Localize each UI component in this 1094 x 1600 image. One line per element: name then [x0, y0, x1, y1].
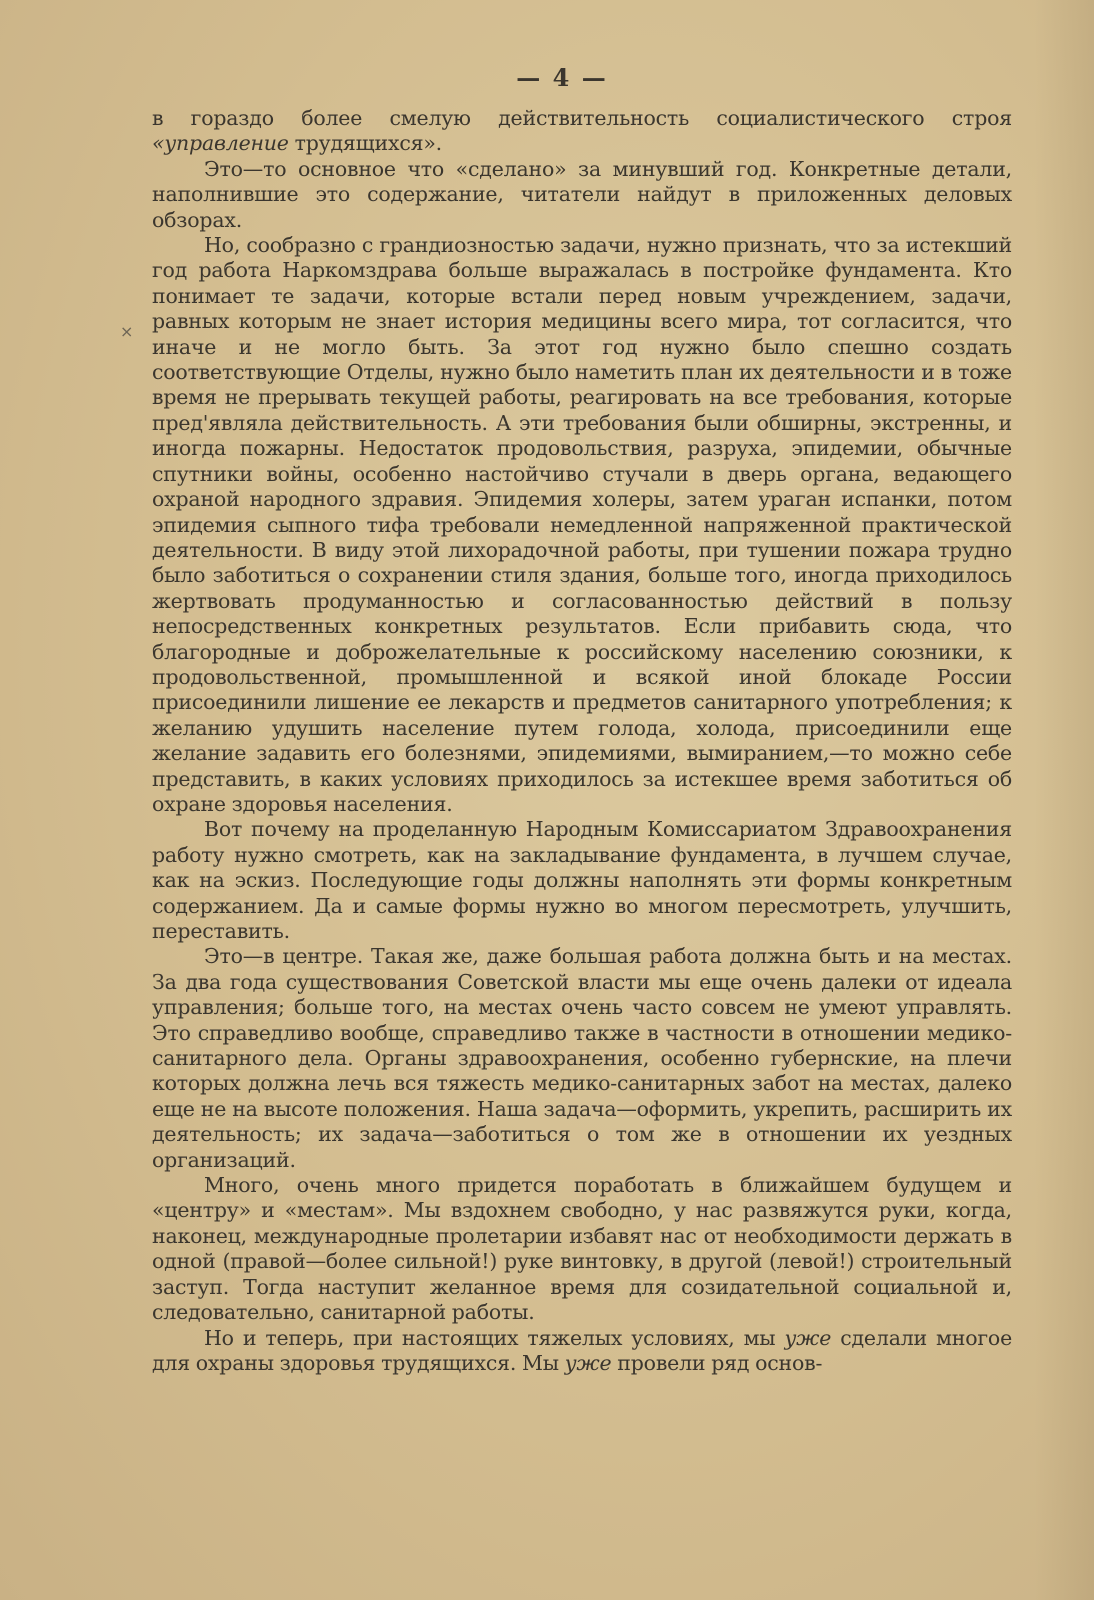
body-text: [152, 106, 1012, 1376]
document-page: [152, 58, 1012, 1376]
italic-text: уже: [564, 1350, 612, 1375]
margin-mark: ×: [120, 322, 134, 341]
paragraph: [152, 233, 1012, 817]
text-segment: сделали многое для охраны здоровья трудящихся. Мы: [152, 1325, 1012, 1375]
paragraph: [152, 817, 1012, 944]
paragraph: [152, 1173, 1012, 1325]
text-segment: в гораздо более смелую действительность социалистического строя: [152, 106, 1012, 130]
page-fold-shadow: [1034, 0, 1094, 1600]
paragraph: [152, 944, 1012, 1173]
paragraph: [152, 157, 1012, 233]
paragraph: [152, 106, 1012, 157]
page-number: — 4 —: [516, 63, 608, 92]
text-segment: Это—то основное что «сделано» за минувший год. Конкретные детали, наполнившие это содержание, читатели найдут в приложенных деловых обзорах.: [152, 156, 1012, 232]
text-segment: Но, сообразно с грандиозностью задачи, нужно признать, что за истекший год работа Наркомздрава больше выражалась в постройке фундамента. Кто понимает те задачи, которые встали перед новым учреждением, задачи, равных которым не знает история медицины всего мира, тот согласится, что иначе и не могло быть. За этот год нужно было спешно создать соответствующие Отделы, нужно было наметить план их деятельности и в тоже время не прерывать текущей работы, реагировать на все требования, которые пред'являла действительность. А эти требования были обширны, экстренны, и иногда пожарны. Недостаток продовольствия, разруха, эпидемии, обычные спутники войны, особенно настойчиво стучали в дверь органа, ведающего охраной народного здравия. Эпидемия холеры, затем ураган испанки, потом эпидемия сыпного тифа требовали немедленной напряженной практической деятельности. В виду этой лихорадочной работы, при тушении пожара трудно было заботиться о сохранении стиля здания, больше того, иногда приходилось жертвовать продуманностью и согласованностью действий в пользу непосредственных конкретных результатов. Если прибавить сюда, что благородные и доброжелательные к российскому населению союзники, к продовольственной, промышленной и всякой иной блокаде России присоединили лишение ее лекарств и предметов санитарного употребления; к желанию удушить население путем голода, холода, присоединили еще желание задавить его болезнями, эпидемиями, вымиранием,—то можно себе представить, в каких условиях приходилось за истекшее время заботиться об охране здоровья населения.: [152, 233, 1012, 816]
text-segment: Много, очень много придется поработать в ближайшем будущем и «центру» и «местам». Мы вздохнем свободно, у нас развяжутся руки, когда, наконец, международные пролетарии избавят нас от необходимости держать в одной (правой—более сильной!) руке винтовку, в другой (левой!) строительный заступ. Тогда наступит желанное время для созидательной социальной и, следовательно, санитарной работы.: [152, 1173, 1012, 1325]
text-segment: Это—в центре. Такая же, даже большая работа должна быть и на местах. За два года существования Советской власти мы еще очень далеки от идеала управления; больше того, на местах очень часто совсем не умеют управлять. Это справедливо вообще, справедливо также в частности в отношении медико-санитарного дела. Органы здравоохранения, особенно губернские, на плечи которых должна лечь вся тяжесть медико-санитарных забот на местах, далеко еще не на высоте положения. Наша задача—оформить, укрепить, расширить их деятельность; их задача—заботиться о том же в отношении их уездных организаций.: [152, 944, 1012, 1172]
text-segment: Вот почему на проделанную Народным Комиссариатом Здравоохранения работу нужно смотреть, как на закладывание фундамента, в лучшем случае, как на эскиз. Последующие годы должны наполнять эти формы конкретным содержанием. Да и самые формы нужно во многом пересмотреть, улучшить, переставить.: [152, 817, 1012, 943]
paragraph: [152, 1326, 1012, 1377]
italic-text: уже: [784, 1325, 832, 1350]
text-segment: провели ряд основ-: [611, 1350, 823, 1375]
text-segment: Но и теперь, при настоящих тяжелых условиях, мы: [204, 1325, 785, 1350]
italic-text: «управление: [152, 131, 289, 156]
text-segment: трудящихся».: [288, 131, 443, 156]
